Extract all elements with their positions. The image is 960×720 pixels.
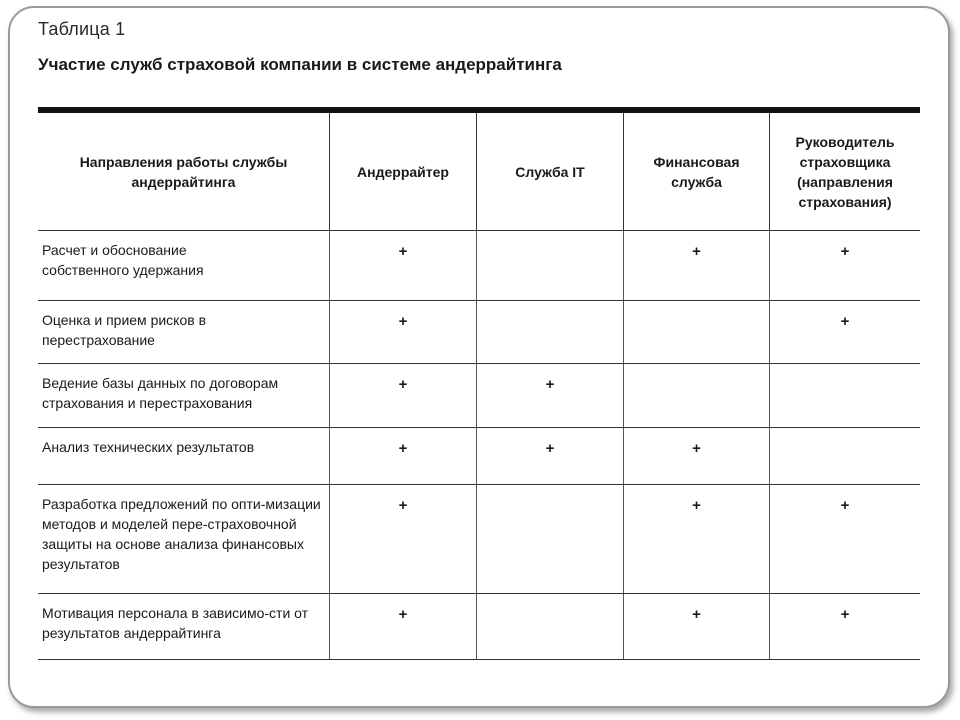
- row-label: Мотивация персонала в зависимо-сти от результатов андеррайтинга: [38, 594, 330, 660]
- table-row: [38, 485, 920, 594]
- cell-mark: [477, 231, 624, 301]
- cell-mark: +: [330, 231, 477, 301]
- cell-mark: +: [330, 364, 477, 428]
- table-caption: Таблица 1: [38, 19, 126, 39]
- row-label: Разработка предложений по опти-мизации методов и моделей пере-страховочной защиты на основе анализа финансовых результатов: [38, 485, 330, 594]
- cell-mark: +: [330, 428, 477, 485]
- cell-mark: +: [770, 594, 921, 660]
- table-row: [38, 428, 920, 485]
- cell-mark: +: [330, 301, 477, 364]
- cell-mark: +: [770, 485, 921, 594]
- cell-mark: +: [477, 428, 624, 485]
- table-row: [38, 301, 920, 364]
- cell-mark: [624, 364, 770, 428]
- cell-mark: +: [330, 485, 477, 594]
- header-directions: Направления работы службы андеррайтинга: [38, 110, 330, 231]
- row-label: Анализ технических результатов: [38, 428, 330, 485]
- row-label: Ведение базы данных по договорам страхования и перестрахования: [38, 364, 330, 428]
- row-label: Оценка и прием рисков в перестрахование: [38, 301, 330, 364]
- header-insurer-head: Руководитель страховщика (направления страхования): [770, 110, 921, 231]
- table-row: [38, 231, 920, 301]
- cell-mark: [477, 485, 624, 594]
- table-header-row: [38, 110, 920, 231]
- cell-mark: +: [770, 231, 921, 301]
- cell-mark: [477, 301, 624, 364]
- cell-mark: +: [624, 485, 770, 594]
- cell-mark: +: [624, 428, 770, 485]
- cell-mark: +: [330, 594, 477, 660]
- table-subtitle: Участие служб страховой компании в системе андеррайтинга: [38, 55, 562, 74]
- table-row: [38, 594, 920, 660]
- cell-mark: [770, 428, 921, 485]
- cell-mark: +: [624, 231, 770, 301]
- cell-mark: [770, 364, 921, 428]
- header-finance-service: Финансовая служба: [624, 110, 770, 231]
- cell-mark: [624, 301, 770, 364]
- cell-mark: [477, 594, 624, 660]
- cell-mark: +: [624, 594, 770, 660]
- header-underwriter: Андеррайтер: [330, 110, 477, 231]
- row-label: Расчет и обоснование собственного удержания: [38, 231, 330, 301]
- cell-mark: +: [477, 364, 624, 428]
- cell-mark: +: [770, 301, 921, 364]
- table-row: [38, 364, 920, 428]
- header-it-service: Служба IT: [477, 110, 624, 231]
- participation-table: [38, 107, 920, 660]
